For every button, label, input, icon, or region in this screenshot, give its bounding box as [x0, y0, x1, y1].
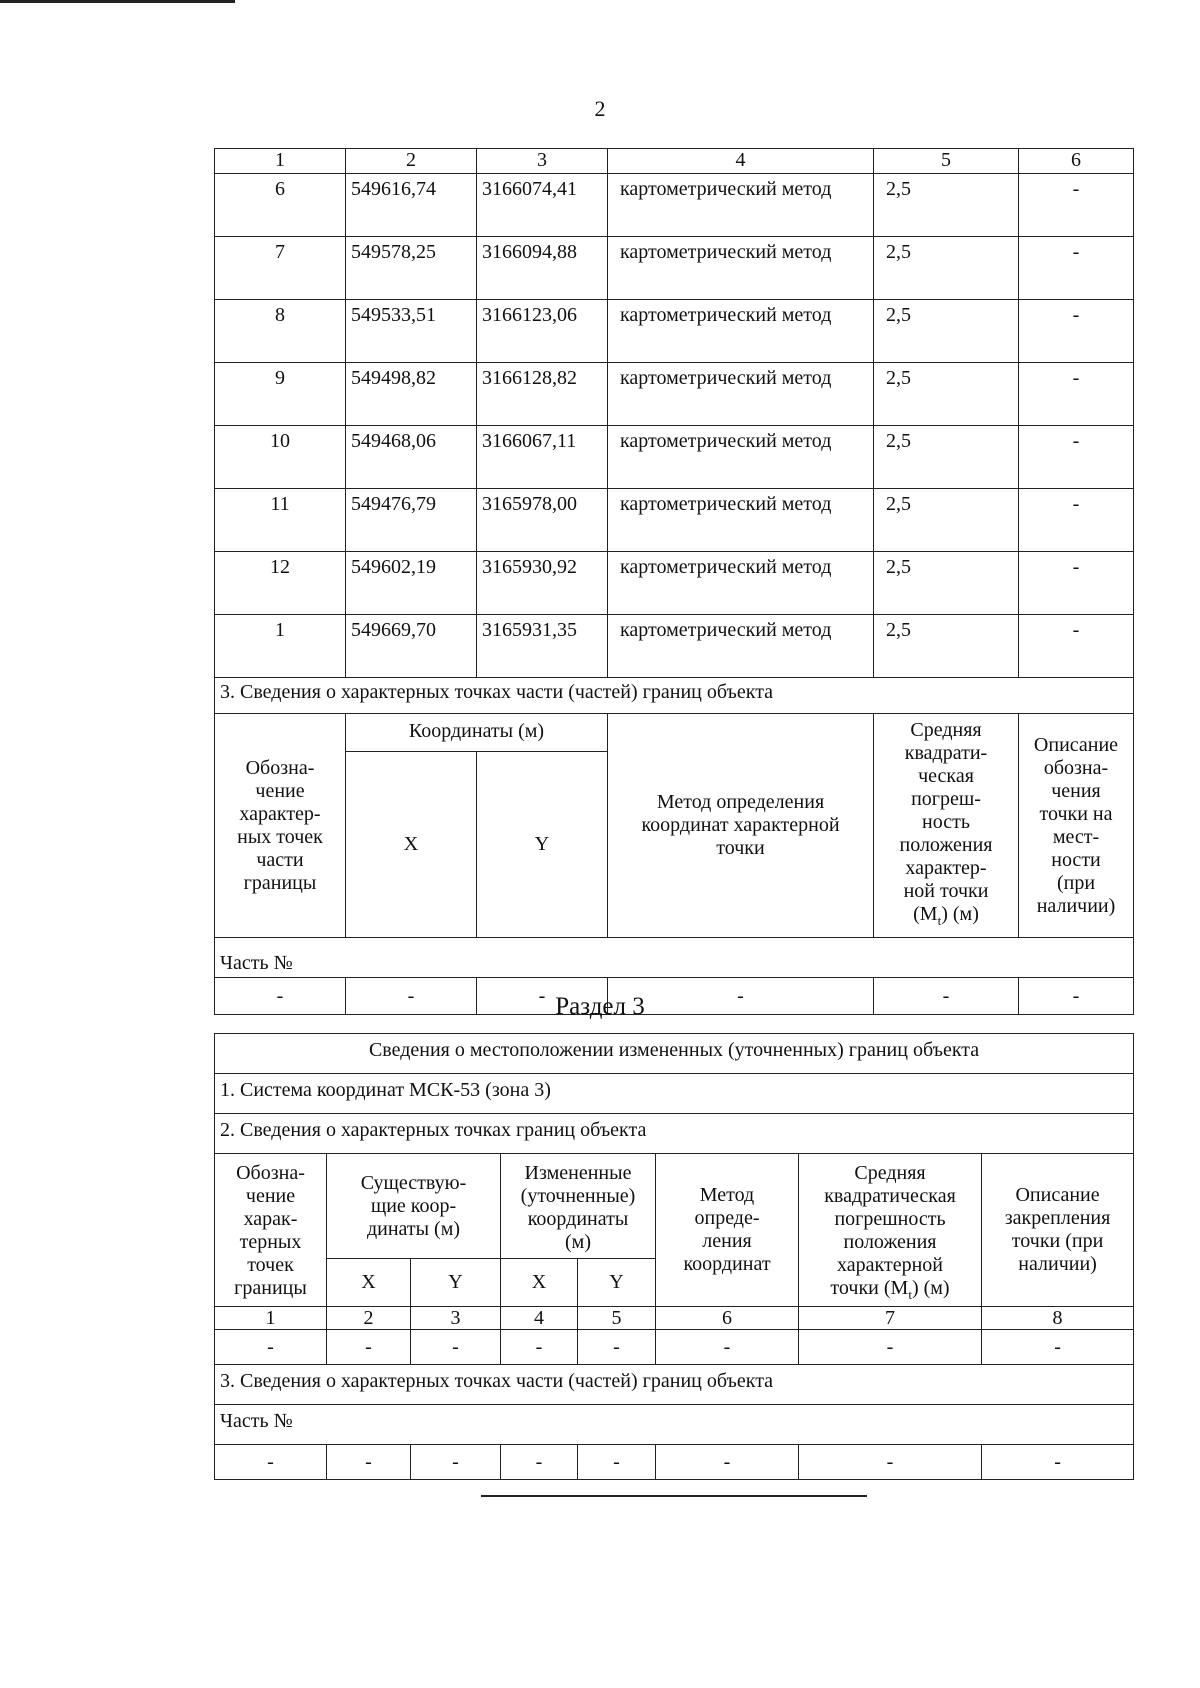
col-num: 1: [215, 1307, 327, 1330]
col-error: Средняя квадратическая погрешность положения характерной точки $(M_t)$ (м): [799, 1154, 982, 1307]
coord-y: 3166094,88: [477, 237, 608, 300]
col-designation: Обозна- чение харак- терных точек границы: [215, 1154, 327, 1307]
description: -: [1019, 174, 1134, 237]
method: картометрический метод: [608, 615, 874, 678]
error-value: 2,5: [874, 489, 1019, 552]
coord-y: 3165978,00: [477, 489, 608, 552]
part-row: [215, 938, 1134, 978]
column-numbers-row: [215, 1307, 1134, 1330]
method: картометрический метод: [608, 300, 874, 363]
point-number: 12: [215, 552, 346, 615]
col-error: Средняя квадрати- ческая погреш- ность положения характер- ной точки $(M_t)$ (м): [874, 714, 1019, 938]
error-value: 2,5: [874, 552, 1019, 615]
coord-y: 3166067,11: [477, 426, 608, 489]
col-num: 5: [874, 149, 1019, 174]
dash-cell: -: [501, 1330, 578, 1365]
coord-y: 3166074,41: [477, 174, 608, 237]
col-num: 3: [477, 149, 608, 174]
point-number: 7: [215, 237, 346, 300]
dash-cell: -: [215, 978, 346, 1015]
coord-x: 549533,51: [346, 300, 477, 363]
dash-cell: -: [215, 1330, 327, 1365]
method: картометрический метод: [608, 489, 874, 552]
col-num: 2: [327, 1307, 411, 1330]
dash-cell: -: [327, 1330, 411, 1365]
point-number: 6: [215, 174, 346, 237]
points-title: 2. Сведения о характерных точках границ объекта: [215, 1114, 1134, 1154]
table-row: [215, 300, 1134, 363]
method: картометрический метод: [608, 552, 874, 615]
system-row: [215, 1074, 1134, 1114]
dash-cell: -: [578, 1445, 656, 1480]
dash-cell: -: [874, 978, 1019, 1015]
col-description: Описание обозна- чения точки на мест- ности (при наличии): [1019, 714, 1134, 938]
parts-title-row: [215, 1365, 1134, 1405]
method: картометрический метод: [608, 363, 874, 426]
point-number: 9: [215, 363, 346, 426]
table-row: [215, 489, 1134, 552]
points-title-row: [215, 1114, 1134, 1154]
col-num: 8: [982, 1307, 1134, 1330]
dash-cell: -: [799, 1445, 982, 1480]
table-row: [215, 552, 1134, 615]
table-row: [215, 363, 1134, 426]
part-row: [215, 1405, 1134, 1445]
dash-cell: -: [608, 978, 874, 1015]
table-row: [215, 426, 1134, 489]
error-value: 2,5: [874, 174, 1019, 237]
dash-cell: -: [501, 1445, 578, 1480]
table-title: Сведения о местоположении измененных (уточненных) границ объекта: [215, 1034, 1134, 1074]
coord-x: 549616,74: [346, 174, 477, 237]
parts-title: 3. Сведения о характерных точках части (частей) границ объекта: [215, 1365, 1134, 1405]
header-row: [215, 1154, 1134, 1259]
table-row: [215, 1445, 1134, 1480]
error-value: 2,5: [874, 300, 1019, 363]
part-label: Часть №: [215, 1405, 1134, 1445]
dash-cell: -: [656, 1445, 799, 1480]
coord-y: 3165931,35: [477, 615, 608, 678]
coord-x: 549578,25: [346, 237, 477, 300]
table-row: [215, 1330, 1134, 1365]
col-existing: Существую- щие коор- динаты (м): [327, 1154, 501, 1259]
description: -: [1019, 615, 1134, 678]
point-number: 8: [215, 300, 346, 363]
coord-y: 3166123,06: [477, 300, 608, 363]
coord-x: 549498,82: [346, 363, 477, 426]
method: картометрический метод: [608, 426, 874, 489]
parts-title-row: [215, 678, 1134, 714]
error-value: 2,5: [874, 237, 1019, 300]
table-row: [215, 237, 1134, 300]
col-x: X: [346, 752, 477, 938]
description: -: [1019, 300, 1134, 363]
col-coords: Координаты (м): [346, 714, 608, 752]
part-label: Часть №: [215, 938, 1134, 978]
col-y: Y: [411, 1259, 501, 1307]
bottom-rule: [481, 1495, 867, 1497]
description: -: [1019, 426, 1134, 489]
description: -: [1019, 237, 1134, 300]
error-value: 2,5: [874, 615, 1019, 678]
changed-boundaries-table: [214, 1033, 1134, 1480]
col-num: 6: [656, 1307, 799, 1330]
coord-x: 549468,06: [346, 426, 477, 489]
dash-cell: -: [799, 1330, 982, 1365]
dash-cell: -: [578, 1330, 656, 1365]
error-value: 2,5: [874, 426, 1019, 489]
point-number: 10: [215, 426, 346, 489]
method: картометрический метод: [608, 237, 874, 300]
dash-cell: -: [1019, 978, 1134, 1015]
coordinate-system: 1. Система координат МСК-53 (зона 3): [215, 1074, 1134, 1114]
coord-x: 549669,70: [346, 615, 477, 678]
col-num: 4: [608, 149, 874, 174]
col-description: Описание закрепления точки (при наличии): [982, 1154, 1134, 1307]
description: -: [1019, 552, 1134, 615]
error-value: 2,5: [874, 363, 1019, 426]
col-x: X: [501, 1259, 578, 1307]
col-num: 7: [799, 1307, 982, 1330]
table-row: [215, 174, 1134, 237]
col-num: 4: [501, 1307, 578, 1330]
parts-title: 3. Сведения о характерных точках части (частей) границ объекта: [215, 678, 1134, 714]
dash-cell: -: [327, 1445, 411, 1480]
table-row: [215, 615, 1134, 678]
col-num: 6: [1019, 149, 1134, 174]
top-rule: [0, 0, 235, 3]
col-changed: Измененные (уточненные) координаты (м): [501, 1154, 656, 1259]
column-numbers-row: [215, 149, 1134, 174]
dash-cell: -: [477, 978, 608, 1015]
col-method: Метод опреде- ления координат: [656, 1154, 799, 1307]
point-number: 11: [215, 489, 346, 552]
dash-cell: -: [656, 1330, 799, 1365]
description: -: [1019, 363, 1134, 426]
col-num: 2: [346, 149, 477, 174]
dash-cell: -: [411, 1330, 501, 1365]
dash-cell: -: [346, 978, 477, 1015]
coord-y: 3166128,82: [477, 363, 608, 426]
parts-header-row: [215, 714, 1134, 752]
point-number: 1: [215, 615, 346, 678]
method: картометрический метод: [608, 174, 874, 237]
col-num: 5: [578, 1307, 656, 1330]
coord-x: 549476,79: [346, 489, 477, 552]
title-row: [215, 1034, 1134, 1074]
coord-y: 3165930,92: [477, 552, 608, 615]
section-title: Раздел 3: [555, 993, 645, 1020]
dash-cell: -: [982, 1445, 1134, 1480]
col-designation: Обозна- чение характер- ных точек части границы: [215, 714, 346, 938]
col-method: Метод определения координат характерной точки: [608, 714, 874, 938]
dash-cell: -: [411, 1445, 501, 1480]
col-y: Y: [477, 752, 608, 938]
description: -: [1019, 489, 1134, 552]
col-num: 1: [215, 149, 346, 174]
points-table: [214, 148, 1134, 1015]
dash-cell: -: [215, 1445, 327, 1480]
coord-x: 549602,19: [346, 552, 477, 615]
col-num: 3: [411, 1307, 501, 1330]
page-number: 2: [594, 96, 606, 121]
col-x: X: [327, 1259, 411, 1307]
col-y: Y: [578, 1259, 656, 1307]
dash-cell: -: [982, 1330, 1134, 1365]
